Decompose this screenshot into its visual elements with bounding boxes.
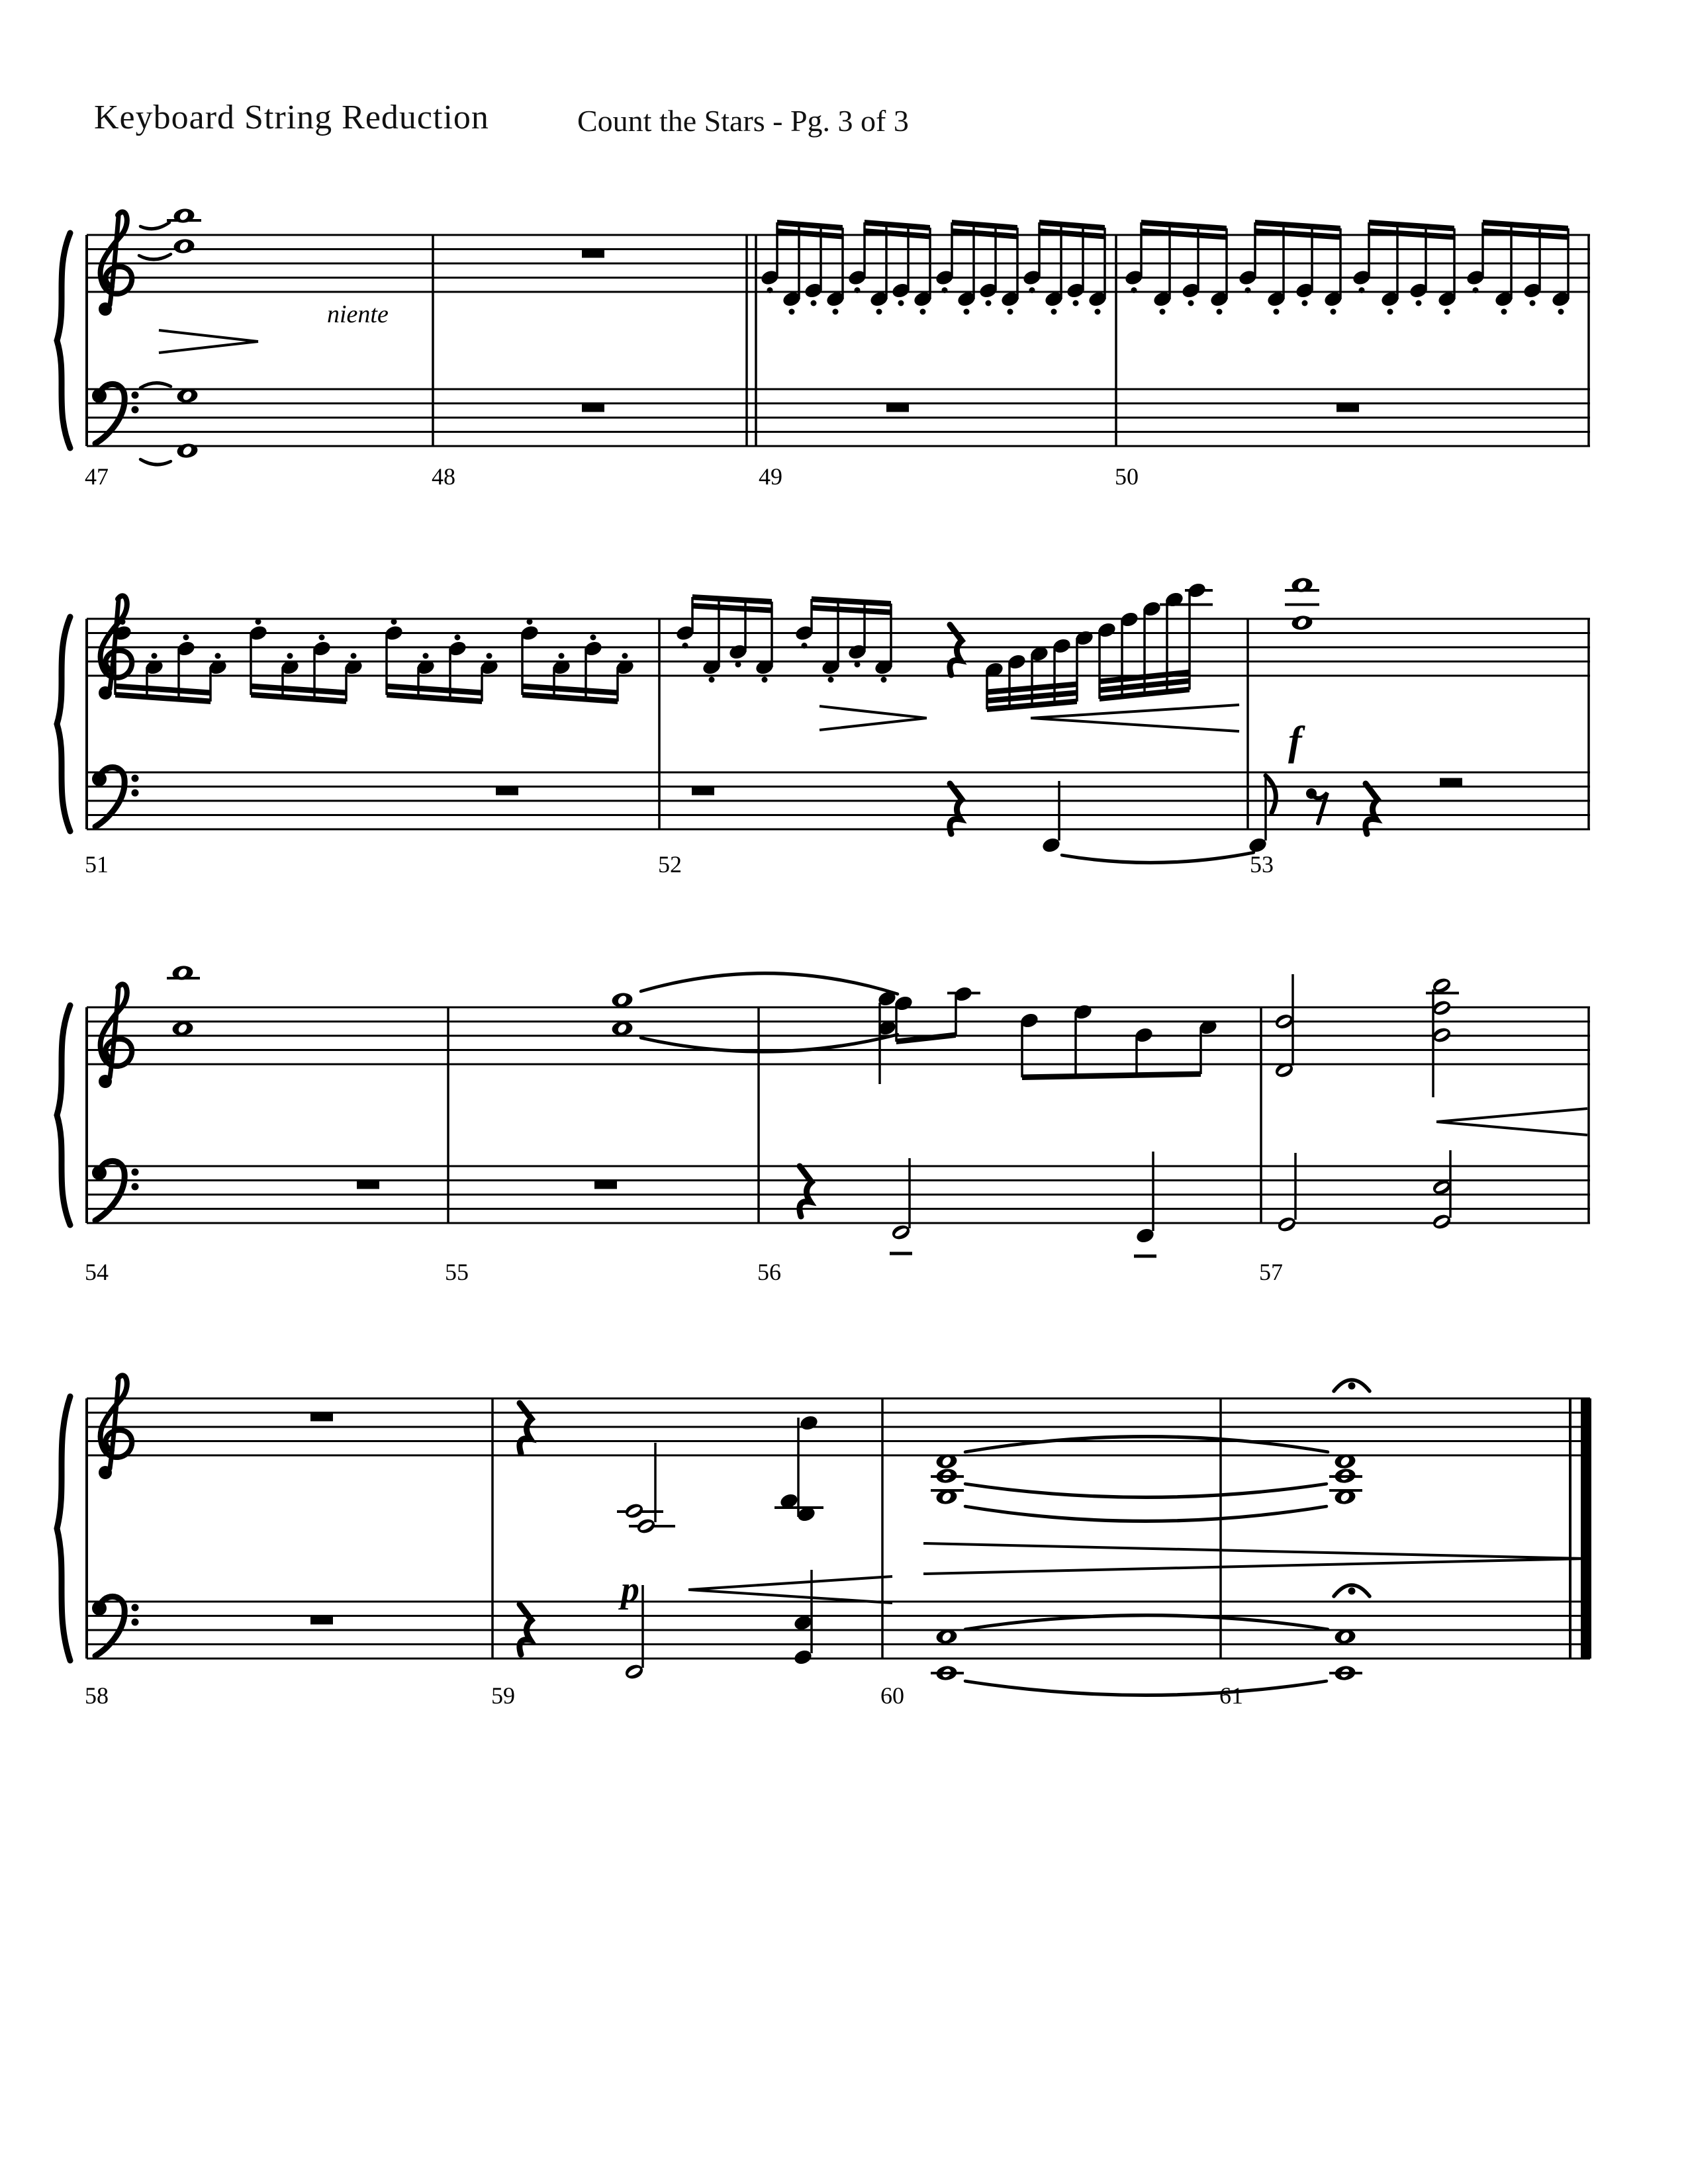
bass-clef-icon [92, 1161, 139, 1220]
measure-number: 47 [85, 463, 109, 490]
measure-number: 58 [85, 1682, 109, 1709]
bass-clef-icon [92, 1596, 139, 1656]
dynamic-marking: niente [327, 300, 389, 328]
measure-number: 52 [658, 851, 682, 878]
quarter-rest [950, 784, 962, 834]
system-brace [57, 1005, 70, 1225]
measure-number: 60 [880, 1682, 904, 1709]
system-3 [57, 964, 1590, 1285]
bass-clef-icon [92, 384, 139, 443]
system-2 [57, 576, 1590, 878]
measure-number: 59 [491, 1682, 515, 1709]
dynamic-marking: p [621, 1569, 639, 1610]
measure-number: 49 [759, 463, 782, 490]
measure-number: 57 [1259, 1259, 1283, 1285]
system-brace [57, 617, 70, 831]
measure-number: 54 [85, 1259, 109, 1285]
measure-number: 48 [432, 463, 455, 490]
eighth-rest [1306, 788, 1327, 823]
measure-number: 55 [445, 1259, 469, 1285]
dynamic-marking: f [1288, 719, 1302, 764]
system-brace [57, 233, 70, 448]
measure-number: 53 [1250, 851, 1274, 878]
fermata [1334, 1585, 1370, 1596]
system-1 [57, 207, 1590, 490]
system-4 [57, 1375, 1591, 1709]
system-brace [57, 1396, 70, 1661]
bass-clef-icon [92, 767, 139, 827]
measure-number: 61 [1219, 1682, 1243, 1709]
quarter-rest [1366, 784, 1378, 834]
fermata [1334, 1380, 1370, 1391]
measure-number: 56 [757, 1259, 781, 1285]
page-header-title: Count the Stars - Pg. 3 of 3 [577, 104, 909, 138]
part-name: Keyboard String Reduction [94, 99, 489, 136]
measure-number: 51 [85, 851, 109, 878]
quarter-rest [520, 1403, 532, 1453]
measure-number: 50 [1115, 463, 1139, 490]
